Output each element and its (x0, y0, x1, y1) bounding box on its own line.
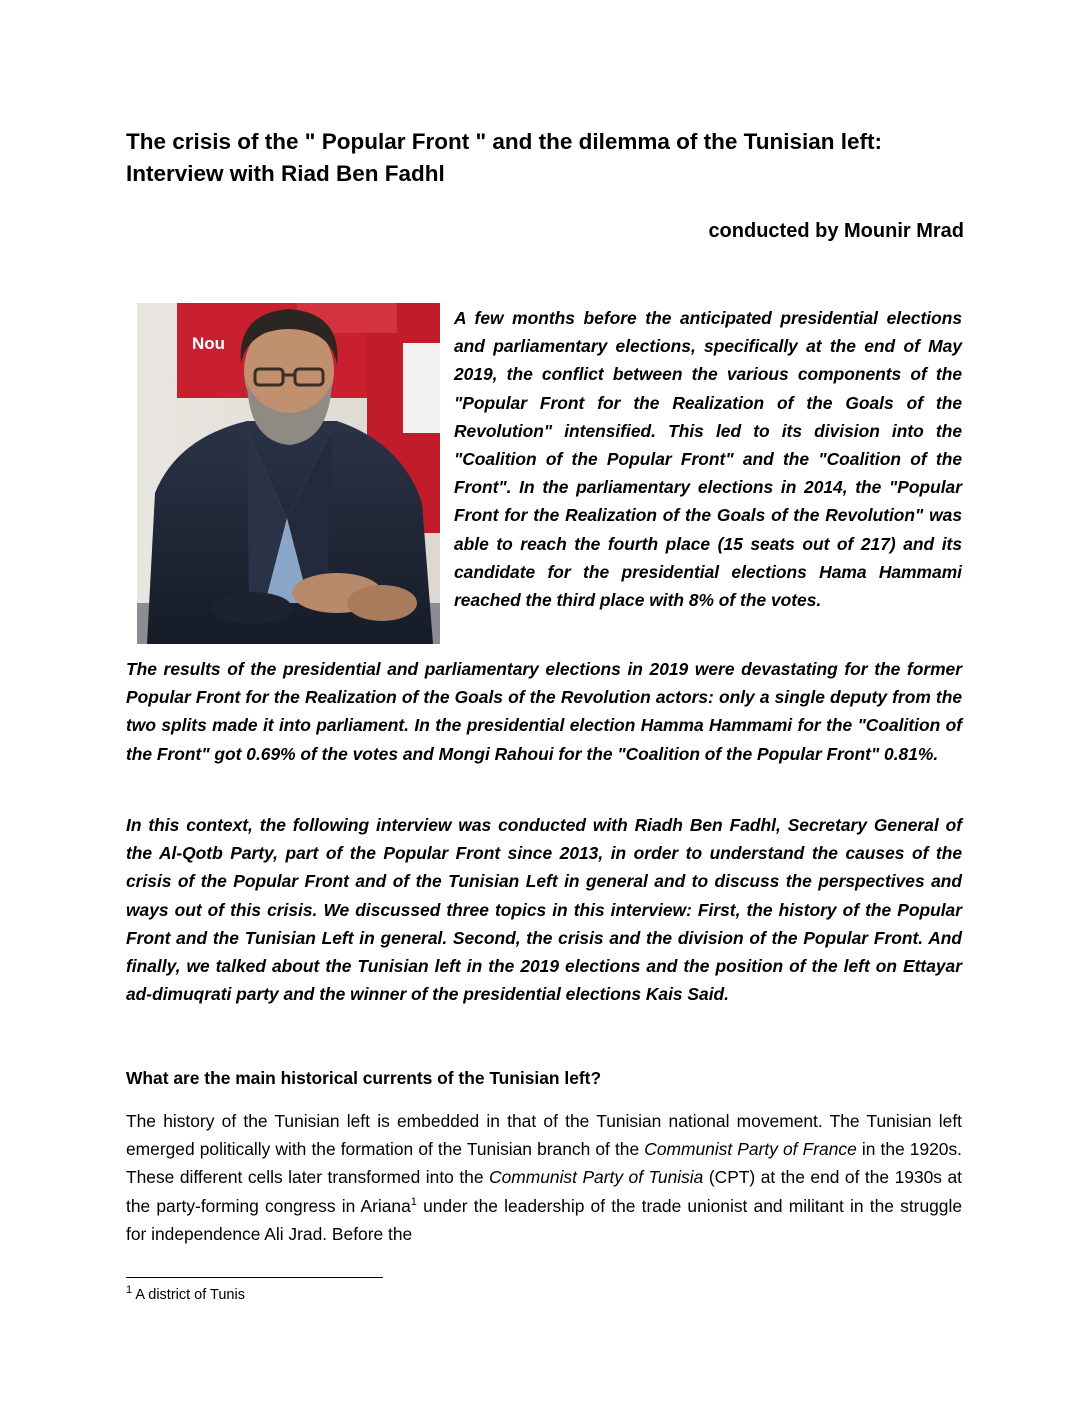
footnote-divider (126, 1277, 383, 1278)
answer-italic-2: Communist Party of Tunisia (489, 1167, 704, 1188)
portrait-photo (137, 303, 440, 644)
intro-paragraph-3: In this context, the following interview was conducted with Riadh Ben Fadhl, Secretary General of the Al-Qotb Party, part of the Popular Front since 2013, in order to understand the causes of the crisis of the Popular Front and of the Tunisian Left in general and to discuss the perspectives and ways out of this crisis. We discussed three topics in this interview: First, the history of the Popular Front and the Tunisian Left in general. Second, the crisis and the division of the Popular Front. And finally, we talked about the Tunisian left in the 2019 elections and the position of the left on Ettayar ad-dimuqrati party and the winner of the presidential elections Kais Said. (126, 815, 962, 1005)
footnote-number: 1 (126, 1284, 133, 1297)
answer-text-3: (CPT) at the end of the 1930s at the party-forming congress in Ariana (126, 1167, 963, 1216)
answer-paragraph (126, 1107, 962, 1248)
footnote-text: A district of Tunis (132, 1287, 245, 1303)
answer-italic-1: Communist Party of France (644, 1139, 857, 1160)
intro-column (454, 304, 962, 614)
answer-text-2: in the 1920s. These different cells later transformed into the (126, 1139, 962, 1188)
banner-text: Nou (192, 334, 226, 353)
article-title (126, 126, 966, 190)
title-line-1: The crisis of the " Popular Front " and the dilemma of the Tunisian left: (126, 129, 882, 154)
answer-text-4: under the leadership of the trade unionist and militant in the struggle for independence Ali Jrad. Before the (126, 1195, 962, 1244)
interview-question: What are the main historical currents of the Tunisian left? (126, 1068, 602, 1088)
footnote-reference[interactable]: 1 (410, 1195, 417, 1208)
answer-text-1: The history of the Tunisian left is embedded in that of the Tunisian national movement. The Tunisian left emerged politically with the formation of the Tunisian branch of the (126, 1111, 962, 1160)
title-line-2: Interview with Riad Ben Fadhl (126, 161, 445, 186)
intro-paragraph-1: A few months before the anticipated presidential elections and parliamentary elections, specifically at the end of May 2019, the conflict between the various components of the "Popular Front for the Realization of the Goals of the Revolution" intensified. This led to its division into the "Coalition of the Popular Front" and the "Coalition of the Front". In the parliamentary elections in 2014, the "Popular Front for the Realization of the Goals of the Revolution" was able to reach the fourth place (15 seats out of 217) and its candidate for the presidential elections Hama Hammami reached the third place with 8% of the votes. (454, 308, 962, 611)
footnote (126, 1285, 245, 1305)
article-byline: conducted by Mounir Mrad (708, 220, 964, 242)
intro-paragraph-2: The results of the presidential and parliamentary elections in 2019 were devastating for the former Popular Front for the Realization of the Goals of the Revolution actors: only a single deputy from the two splits made it into parliament. In the presidential election Hamma Hammami for the "Coalition of the Front" got 0.69% of the votes and Mongi Rahoui for the "Coalition of the Popular Front" 0.81%. (126, 659, 962, 764)
